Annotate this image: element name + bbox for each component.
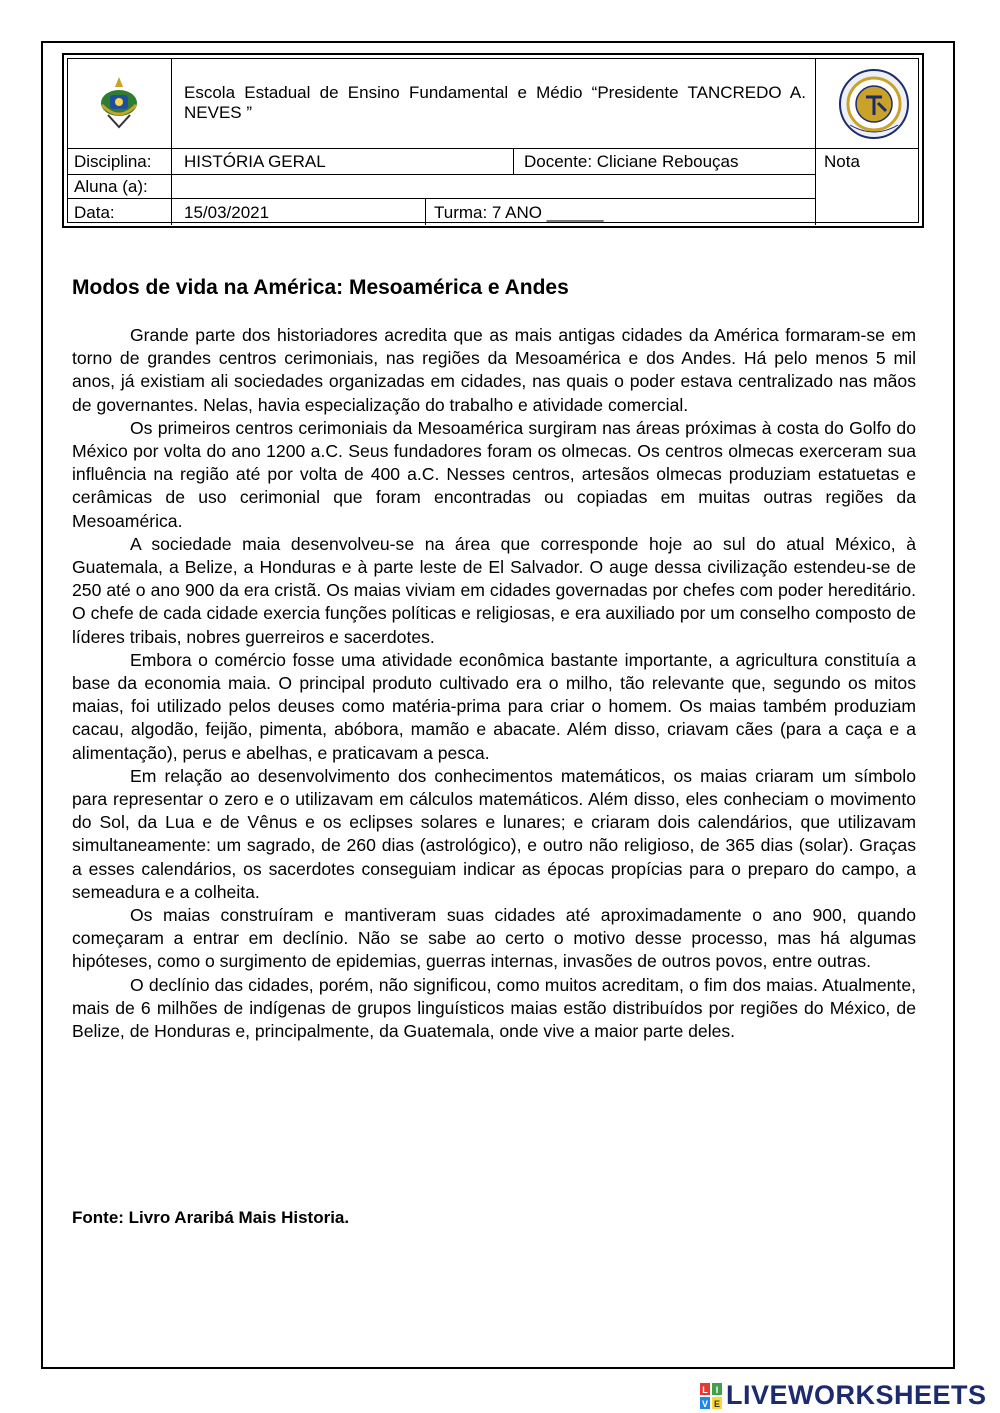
teacher-name: Docente: Cliciane Rebouças (524, 152, 739, 171)
school-emblem-logo (834, 65, 914, 143)
grade-field[interactable] (818, 175, 918, 225)
paragraph-4: Embora o comércio fosse uma atividade econômica bastante importante, a agricultura constituía a base da economia maia. O principal produto cultivado era o milho, tão relevante que, segundo os mitos maias, foi utilizado pelos deuses como matéria-prima para criar o homem. Os maias também produziam cacau, algodão, feijão, pimenta, abóbora, mamão e abacate. Além disso, criavam cães (para a caça e a alimentação), perus e abelhas, e praticavam a pesca. (72, 649, 916, 763)
liveworksheets-watermark (700, 1380, 987, 1411)
paragraph-3: A sociedade maia desenvolveu-se na área que corresponde hoje ao sul do atual México, à Guatemala, a Belize, a Honduras e à parte leste de El Salvador. O auge dessa civilização estendeu-se de 250 até o ano 900 da era cristã. Os maias viviam em cidades governadas por chefes com poder hereditário. O chefe de cada cidade exercia funções políticas e religiosas, e era auxiliado por um conselho composto de líderes tribais, nobres guerreiros e sacerdotes. (72, 533, 916, 647)
paragraph-2: Os primeiros centros cerimoniais da Mesoamérica surgiram nas áreas próximas à costa do Golfo do México por volta do ano 1200 a.C. Seus fundadores foram os olmecas. Os centros olmecas exerceram sua influência na região até por volta de 400 a.C. Nesses centros, artesãos olmecas produziam estatuetas e cerâmicas de uso cerimonial que foram encontradas ou copiadas em muitas outras regiões da Mesoamérica. (72, 417, 916, 531)
article-body (72, 324, 916, 1043)
source-citation: Fonte: Livro Araribá Mais Historia. (72, 1208, 350, 1227)
student-name-field[interactable] (176, 176, 811, 196)
school-crest-logo (94, 75, 144, 130)
liveworksheets-brand: LIVEWORKSHEETS (726, 1380, 987, 1410)
emblem-icon (834, 65, 914, 143)
logo-letter-e: E (713, 1398, 721, 1409)
liveworksheets-logo-icon (700, 1383, 722, 1409)
logo-letter-i: I (715, 1384, 719, 1395)
date-label: Data: (74, 203, 115, 222)
logo-letter-l: L (702, 1384, 708, 1395)
discipline-label: Disciplina: (74, 152, 152, 171)
grade-label: Nota (824, 152, 860, 171)
class-field: Turma: 7 ANO ______ (434, 203, 604, 222)
paragraph-7: O declínio das cidades, porém, não significou, como muitos acreditam, o fim dos maias. Atualmente, mais de 6 milhões de indígenas de grupos linguísticos maias estão distribuídos por regiões do México, de Belize, de Honduras e, principalmente, da Guatemala, onde vive a maior parte deles. (72, 974, 916, 1042)
paragraph-1: Grande parte dos historiadores acredita que as mais antigas cidades da América formaram-se em torno de grandes centros cerimoniais, nas regiões da Mesoamérica e dos Andes. Há pelo menos 5 mil anos, já existiam ali sociedades organizadas em cidades, nas quais o poder estava centralizado nas mãos de governantes. Nelas, havia especialização do trabalho e atividade comercial. (72, 325, 916, 415)
school-crest-icon (94, 75, 144, 130)
discipline-value: HISTÓRIA GERAL (184, 152, 326, 171)
school-name: Escola Estadual de Ensino Fundamental e Médio “Presidente TANCREDO A. NEVES ” (184, 83, 806, 122)
student-label: Aluna (a): (74, 177, 148, 196)
page-title: Modos de vida na América: Mesoamérica e Andes (72, 276, 569, 299)
paragraph-6: Os maias construíram e mantiveram suas cidades até aproximadamente o ano 900, quando começaram a entrar em declínio. Não se sabe ao certo o motivo desse processo, mas há algumas hipóteses, como o surgimento de epidemias, guerras internas, invasões de outros povos, entre outras. (72, 905, 916, 972)
header-table (62, 53, 924, 228)
date-value: 15/03/2021 (184, 203, 270, 222)
paragraph-5: Em relação ao desenvolvimento dos conhecimentos matemáticos, os maias criaram um símbolo para representar o zero e o utilizavam em cálculos matemáticos. Além disso, eles conheciam o movimento do Sol, da Lua e de Vênus e os eclipses solares e lunares; e criaram dois calendários, que utilizavam simultaneamente: um sagrado, de 260 dias (astrológico), e outro não religioso, de 365 dias (solar). Graças a esses calendários, os sacerdotes conseguiam indicar as épocas propícias para o preparo do campo, a semeadura e a colheita. (72, 765, 916, 902)
logo-letter-v: V (701, 1398, 709, 1409)
